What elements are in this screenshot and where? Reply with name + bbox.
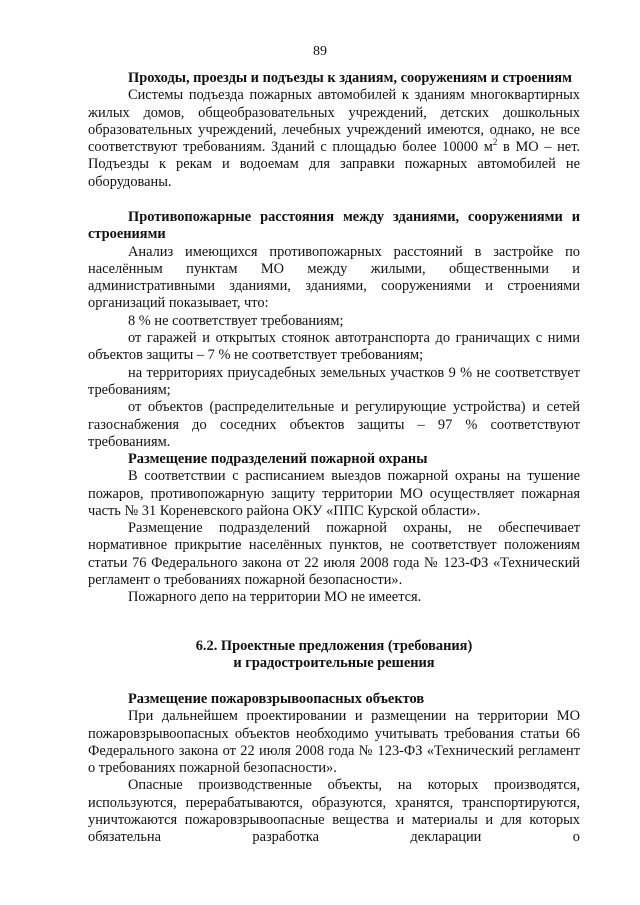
list-item: от гаражей и открытых стоянок автотранспорта до граничащих с ними объектов защиты – 7 % не соответствует требованиям; [88,330,580,364]
section-explosive-objects [88,691,580,847]
section-heading: Размещение подразделений пожарной охраны [128,451,428,467]
section-title-line: и градостроительные решения [233,655,435,672]
paragraph: В соответствии с расписанием выездов пожарной охраны на тушение пожаров, противопожарную защиту территории МО осуществляет пожарная часть № 31 Кореневского района ОКУ «ППС Курской области». [88,468,580,519]
paragraph [88,87,580,191]
section-heading: Размещение пожаровзрывоопасных объектов [128,691,425,707]
page-number: 89 [313,44,327,59]
section-title-line: 6.2. Проектные предложения (требования) [195,638,473,654]
section-heading: Противопожарные расстояния между зданиями, сооружениями и строениями [88,209,580,243]
section-heading: Проходы, проезды и подъезды к зданиям, сооружениям и строениям [128,70,572,86]
list-item: 8 % не соответствует требованиям; [128,312,344,329]
paragraph: Анализ имеющихся противопожарных расстояний в застройке по населённым пунктам МО между жилыми, общественными и административными зданиями, зданиями, сооружениями и строениями организаций показывает, что: [88,243,580,312]
text-run: в МО – нет. Подъезды к рекам и водоемам для заправки пожарных автомобилей не оборудованы. [88,139,581,190]
paragraph: Пожарного депо на территории МО не имеется. [128,589,422,606]
section-access-roads [88,70,580,191]
text-run: Системы подъезда пожарных автомобилей к зданиям многоквартирных жилых домов, общеобразовательных учреждений, детских дошкольных образовательных учреждений, лечебных учреждений имеются, однако, не все соответствуют требованиям. Зданий с площадью более 10000 м [88,87,580,156]
paragraph: Опасные производственные объекты, на которых производятся, используются, перерабатываются, образуются, хранятся, транспортируются, уничтожаются пожаровзрывоопасные вещества и материалы и для которых обязательна разработка декларации о [88,777,580,846]
list-item: от объектов (распределительные и регулирующие устройства) и сетей газоснабжения до соседних объектов защиты – 97 % соответствуют требованиям. [88,399,580,450]
section-fire-units [88,451,580,607]
paragraph: Размещение подразделений пожарной охраны, не обеспечивает нормативное прикрытие населённых пунктов, не соответствует положениям статьи 76 Федерального закона от 22 июля 2008 года № 123-ФЗ «Технический регламент о требованиях пожарной безопасности». [88,520,580,589]
section-title-6-2 [88,638,580,673]
superscript: 2 [492,137,498,148]
section-fire-distances [88,209,580,451]
paragraph: При дальнейшем проектировании и размещении на территории МО пожаровзрывоопасных объектов необходимо учитывать требования статьи 66 Федерального закона от 22 июля 2008 года № 123-ФЗ «Технический регламент о требованиях пожарной безопасности». [88,708,580,777]
list-item: на территориях приусадебных земельных участков 9 % не соответствует требованиям; [88,364,580,398]
